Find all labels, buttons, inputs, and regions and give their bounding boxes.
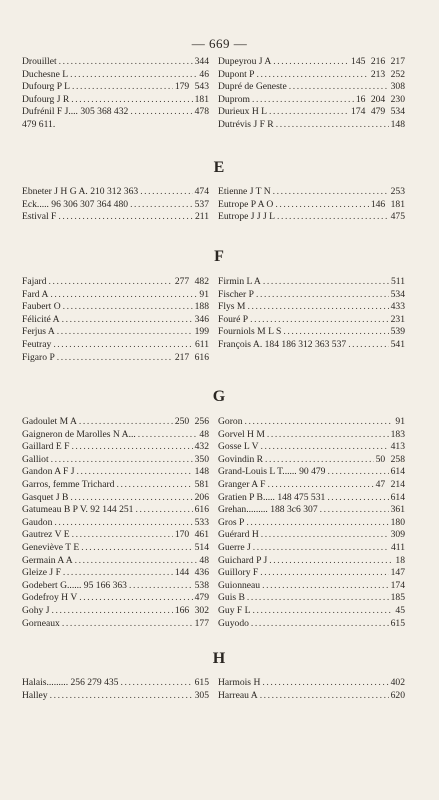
section-d-right-column (218, 56, 405, 132)
dot-leader (273, 186, 389, 199)
entry-name: Dufourg P L (22, 81, 70, 93)
index-entry (218, 567, 405, 580)
entry-name: Eutrope J J J L (218, 211, 276, 223)
index-entry (22, 416, 209, 429)
index-entry (218, 454, 405, 467)
index-entry (22, 504, 209, 517)
entry-name: Ebneter J H G A. 210 312 363 (22, 186, 139, 197)
entry-name: Garros, femme Trichard (22, 478, 115, 490)
entry-name: Gatumeau B P V. 92 144 251 (22, 504, 134, 516)
dot-leader (247, 592, 389, 605)
entry-name: Gaigneron de Marolles N A... (22, 428, 136, 440)
entry-page-refs: 48 (199, 428, 209, 440)
entry-page-refs: 183 (390, 428, 405, 440)
dot-leader (51, 454, 193, 467)
entry-page-refs: 188 (194, 301, 209, 313)
entry-page-refs: 213 252 (370, 68, 405, 80)
dot-leader (72, 81, 173, 94)
dot-leader (262, 580, 389, 593)
entry-name: Harreau A (218, 689, 258, 701)
entry-name: Félicité A (22, 313, 60, 325)
entry-page-refs: 615 (390, 617, 405, 629)
entry-page-refs: 611 (194, 338, 209, 350)
dot-leader (70, 492, 192, 505)
entry-page-refs: 48 (199, 554, 209, 566)
index-entry (22, 677, 209, 690)
dot-leader (57, 326, 193, 339)
entry-continuation: 479 611. (22, 118, 56, 130)
entry-name: Faubert O (22, 301, 61, 313)
entry-name: Grehan......... 188 3c6 307 (218, 504, 318, 516)
entry-page-refs: 217 616 (174, 351, 209, 363)
index-entry (22, 517, 209, 530)
index-entry (218, 339, 405, 352)
entry-page-refs: 474 (194, 186, 209, 197)
entry-name: Gadoulet M A (22, 416, 77, 427)
dot-leader (70, 69, 197, 82)
index-entry (218, 542, 405, 555)
dot-leader (79, 592, 192, 605)
entry-name: Guy F L (218, 604, 251, 616)
index-entry (22, 429, 209, 442)
index-entry (218, 106, 405, 119)
entry-name: Feutray (22, 338, 52, 350)
index-entry (218, 466, 405, 479)
entry-name: Estival F (22, 211, 57, 223)
entry-page-refs: 181 (194, 93, 209, 105)
index-entry (218, 276, 405, 289)
entry-page-refs: 166 302 (174, 604, 209, 616)
index-entry (218, 580, 405, 593)
entry-name: Guérard H (218, 529, 259, 541)
entry-name: Guerre J (218, 541, 251, 553)
entry-name: Gratien P B..... 148 475 531 (218, 491, 326, 503)
entry-page-refs: 538 (194, 579, 209, 591)
entry-page-refs: 346 (194, 313, 209, 325)
dot-leader (140, 186, 192, 199)
index-entry (218, 94, 405, 107)
section-f-right-column (218, 276, 405, 352)
section-g-right-column (218, 416, 405, 630)
entry-name: Gorneaux (22, 617, 60, 629)
entry-name: François A. 184 186 312 363 537 (218, 338, 347, 350)
entry-page-refs: 620 (390, 689, 405, 701)
entry-name: Grand-Louis L T...... 90 479 (218, 466, 326, 478)
dot-leader (253, 542, 389, 555)
entry-page-refs: 148 (194, 466, 209, 478)
index-entry (22, 56, 209, 69)
entry-name: Dupeyrou J A (218, 56, 272, 67)
entry-name: Fourniols M L S (218, 326, 282, 338)
entry-page-refs: 511 (390, 276, 405, 287)
index-entry (218, 504, 405, 517)
dot-leader (130, 106, 192, 119)
index-entry (218, 677, 405, 690)
entry-page-refs: 91 (199, 288, 209, 300)
entry-name: Guyodo (218, 617, 249, 629)
entry-name: Dupré de Geneste (218, 81, 287, 93)
entry-name: Duchesne L (22, 68, 69, 80)
dot-leader (252, 94, 354, 107)
entry-name: Harmois H (218, 677, 261, 688)
entry-name: Fard A (22, 288, 49, 300)
index-entry (218, 301, 405, 314)
dot-leader (130, 199, 193, 212)
entry-page-refs: 174 (390, 579, 405, 591)
dot-leader (267, 479, 373, 492)
index-entry (22, 199, 209, 212)
entry-name: Galliot (22, 453, 49, 465)
index-entry (22, 69, 209, 82)
entry-page-refs: 533 (194, 516, 209, 528)
index-entry (218, 479, 405, 492)
dot-leader (327, 466, 388, 479)
entry-page-refs: 170 461 (174, 529, 209, 541)
section-e-left-column (22, 186, 209, 224)
entry-page-refs: 231 (390, 313, 405, 325)
entry-page-refs: 539 (390, 326, 405, 338)
index-entry (218, 119, 405, 132)
dot-leader (116, 479, 192, 492)
section-e-right-column (218, 186, 405, 224)
entry-page-refs: 18 (395, 554, 405, 566)
dot-leader (120, 677, 192, 690)
entry-page-refs: 50 258 (375, 453, 405, 465)
section-f-left-column (22, 276, 209, 364)
index-entry (218, 605, 405, 618)
index-entry (22, 529, 209, 542)
entry-name: Gaillard E F (22, 441, 70, 453)
dot-leader (54, 517, 192, 530)
entry-name: Guionneau (218, 579, 261, 591)
entry-name: Goron (218, 416, 243, 427)
entry-page-refs: 534 (390, 288, 405, 300)
entry-name: Gros P (218, 516, 245, 528)
entry-page-refs: 177 (194, 617, 209, 629)
entry-page-refs: 413 (390, 441, 405, 453)
index-entry (22, 94, 209, 107)
entry-page-refs: 179 543 (174, 81, 209, 93)
index-entry (218, 69, 405, 82)
dot-leader (247, 301, 388, 314)
index-entry (22, 592, 209, 605)
index-entry (218, 529, 405, 542)
entry-page-refs: 308 (390, 81, 405, 93)
entry-page-refs: 479 (194, 592, 209, 604)
index-entry (218, 555, 405, 568)
dot-leader (289, 81, 389, 94)
dot-leader (50, 289, 197, 302)
entry-page-refs: 16 204 230 (355, 93, 405, 105)
entry-name: Eck..... 96 306 307 364 480 (22, 198, 129, 210)
entry-page-refs: 478 (194, 106, 209, 118)
entry-page-refs: 350 (194, 453, 209, 465)
entry-name: Dutrévis J F R (218, 118, 274, 130)
entry-name: Figaro P (22, 351, 55, 363)
entry-name: Firmin L A (218, 276, 261, 287)
dot-leader (79, 416, 173, 429)
dot-leader (57, 352, 173, 365)
index-entry (22, 555, 209, 568)
dot-leader (256, 289, 389, 302)
entry-page-refs: 432 (194, 441, 209, 453)
dot-leader (327, 492, 388, 505)
entry-page-refs: 91 (395, 416, 405, 427)
dot-leader (81, 542, 192, 555)
section-h-left-column (22, 677, 209, 702)
dot-leader (267, 429, 389, 442)
section-heading-e: E (213, 159, 226, 176)
dot-leader (261, 529, 389, 542)
index-entry (22, 276, 209, 289)
index-entry (22, 605, 209, 618)
entry-page-refs: 541 (390, 338, 405, 350)
dot-leader (269, 555, 393, 568)
index-entry (218, 492, 405, 505)
entry-page-refs: 145 216 217 (351, 56, 405, 67)
index-entry (218, 56, 405, 69)
entry-page-refs: 514 (194, 541, 209, 553)
entry-page-refs: 614 (390, 491, 405, 503)
entry-name: Gandon A F J (22, 466, 75, 478)
entry-name: Ferjus A (22, 326, 55, 338)
index-entry (218, 314, 405, 327)
entry-page-refs: 180 (390, 516, 405, 528)
dot-leader (63, 567, 173, 580)
dot-leader (71, 94, 192, 107)
index-entry (22, 466, 209, 479)
dot-leader (50, 690, 193, 703)
entry-page-refs: 146 181 (370, 198, 405, 210)
index-entry (218, 441, 405, 454)
entry-name: Halais......... 256 279 435 (22, 677, 119, 688)
dot-leader (58, 211, 193, 224)
entry-name: Guichard P J (218, 554, 268, 566)
dot-leader (261, 441, 389, 454)
dot-leader (348, 339, 388, 352)
entry-page-refs: 581 (194, 478, 209, 490)
index-entry (22, 542, 209, 555)
dot-leader (246, 517, 388, 530)
entry-name: Dupont P (218, 68, 255, 80)
entry-name: Gasquet J B (22, 491, 69, 503)
entry-page-refs: 47 214 (375, 478, 405, 490)
index-entry (22, 314, 209, 327)
entry-name: Germain A A (22, 554, 73, 566)
section-g-left-column (22, 416, 209, 630)
entry-page-refs: 211 (194, 211, 209, 223)
dot-leader (62, 618, 193, 631)
entry-page-refs: 185 (390, 592, 405, 604)
dot-leader (269, 106, 349, 119)
dot-leader (257, 69, 369, 82)
dot-leader (260, 567, 388, 580)
dot-leader (138, 429, 198, 442)
entry-page-refs: 174 479 534 (351, 106, 405, 118)
dot-leader (253, 605, 394, 618)
index-entry (22, 567, 209, 580)
entry-name: Gautrez V E (22, 529, 70, 541)
index-entry (218, 618, 405, 631)
entry-name: Fajard (22, 276, 47, 287)
entry-page-refs: 475 (390, 211, 405, 223)
entry-page-refs: 305 (194, 689, 209, 701)
index-entry (22, 326, 209, 339)
index-entry (218, 592, 405, 605)
index-entry (22, 186, 209, 199)
index-entry (218, 429, 405, 442)
index-entry (22, 441, 209, 454)
index-entry (22, 352, 209, 365)
entry-page-refs: 144 436 (174, 567, 209, 579)
dot-leader (262, 677, 388, 690)
index-entry (22, 479, 209, 492)
entry-name: Geneviève T E (22, 541, 80, 553)
section-heading-f: F (214, 248, 225, 265)
entry-page-refs: 250 256 (174, 416, 209, 427)
entry-name: Etienne J T N (218, 186, 271, 197)
entry-page-refs: 615 (194, 677, 209, 688)
entry-page-refs: 537 (194, 198, 209, 210)
index-entry (218, 517, 405, 530)
entry-page-refs: 402 (390, 677, 405, 688)
entry-page-refs: 614 (390, 466, 405, 478)
dot-leader (245, 416, 394, 429)
dot-leader (53, 339, 193, 352)
entry-name: Gleize J F (22, 567, 61, 579)
entry-name: Drouillet (22, 56, 57, 67)
index-entry (22, 454, 209, 467)
entry-name: Eutrope P A O (218, 198, 274, 210)
index-entry (22, 492, 209, 505)
dot-leader (135, 504, 192, 517)
dot-leader (62, 314, 193, 327)
entry-page-refs: 616 (194, 504, 209, 516)
entry-name: Guillory F (218, 567, 259, 579)
index-entry (218, 289, 405, 302)
dot-leader (263, 276, 389, 289)
entry-name: Gorvel H M (218, 428, 265, 440)
entry-name: Fouré P (218, 313, 249, 325)
dot-leader (71, 441, 192, 454)
section-h-right-column (218, 677, 405, 702)
index-entry (22, 301, 209, 314)
dot-leader (49, 276, 173, 289)
entry-name: Flys M (218, 301, 246, 313)
dot-leader (277, 211, 389, 224)
entry-page-refs: 411 (390, 541, 405, 553)
entry-page-refs: 253 (390, 186, 405, 197)
entry-name: Godebert G...... 95 166 363 (22, 579, 127, 591)
index-entry (22, 289, 209, 302)
section-d-left-column (22, 56, 209, 132)
index-entry (218, 186, 405, 199)
entry-name: Gohy J (22, 604, 50, 616)
dot-leader (77, 466, 193, 479)
index-entry (22, 211, 209, 224)
index-entry (22, 81, 209, 94)
entry-name: Dufrénil F J.... 305 368 432 (22, 106, 129, 118)
dot-leader (59, 56, 193, 69)
index-entry (22, 618, 209, 631)
index-entry (22, 339, 209, 352)
page-number: — 669 — (191, 36, 248, 51)
dot-leader (63, 301, 193, 314)
entry-name: Halley (22, 689, 48, 701)
index-entry (218, 199, 405, 212)
entry-name: Gaudon (22, 516, 53, 528)
dot-leader (276, 119, 389, 132)
dot-leader (320, 504, 389, 517)
section-heading-g: G (212, 388, 227, 405)
entry-name: Govindin R (218, 453, 264, 465)
dot-leader (275, 199, 368, 212)
entry-name: Fischer P (218, 288, 254, 300)
entry-page-refs: 46 (199, 68, 209, 80)
entry-page-refs: 148 (390, 118, 405, 130)
dot-leader (265, 454, 374, 467)
entry-page-refs: 309 (390, 529, 405, 541)
entry-name: Granger A F (218, 478, 266, 490)
entry-name: Guis B (218, 592, 245, 604)
dot-leader (251, 618, 389, 631)
entry-page-refs: 206 (194, 491, 209, 503)
entry-page-refs: 433 (390, 301, 405, 313)
dot-leader (72, 529, 173, 542)
entry-name: Duprom (218, 93, 250, 105)
dot-leader (260, 690, 389, 703)
entry-page-refs: 45 (395, 604, 405, 616)
entry-name: Durieux H L (218, 106, 268, 118)
entry-page-refs: 277 482 (174, 276, 209, 287)
index-entry (22, 580, 209, 593)
dot-leader (75, 555, 198, 568)
index-entry (218, 690, 405, 703)
dot-leader (51, 605, 172, 618)
section-heading-h: H (212, 650, 227, 667)
index-entry (218, 211, 405, 224)
dot-leader (273, 56, 349, 69)
index-entry (22, 106, 209, 119)
index-entry (218, 81, 405, 94)
dot-leader (129, 580, 193, 593)
dot-leader (283, 326, 388, 339)
entry-page-refs: 147 (390, 567, 405, 579)
index-entry (218, 326, 405, 339)
entry-page-refs: 344 (194, 56, 209, 67)
entry-name: Godefroy H V (22, 592, 78, 604)
entry-page-refs: 361 (390, 504, 405, 516)
dot-leader (250, 314, 388, 327)
entry-name: Dufourg J R (22, 93, 70, 105)
index-entry (218, 416, 405, 429)
entry-page-refs: 199 (194, 326, 209, 338)
index-entry (22, 690, 209, 703)
entry-name: Gosse L V (218, 441, 259, 453)
